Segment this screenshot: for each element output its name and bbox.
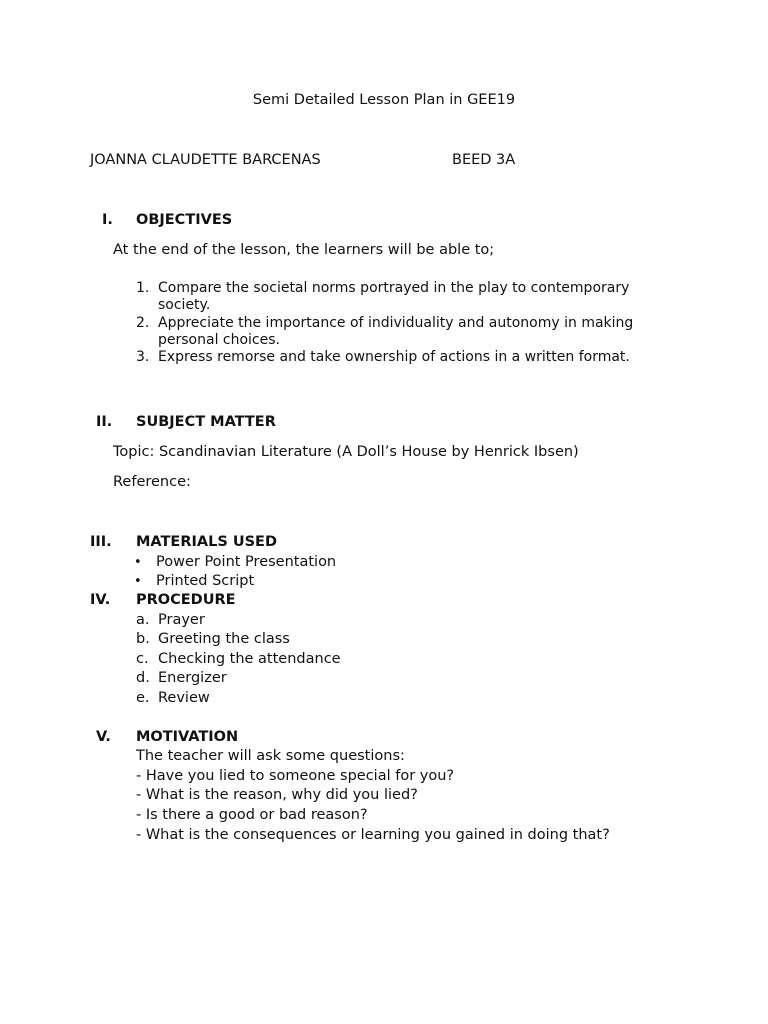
procedure-item bbox=[136, 612, 205, 628]
objective-text: Appreciate the importance of individuality and autonomy in making bbox=[158, 315, 634, 331]
objective-item bbox=[136, 280, 629, 296]
material-item bbox=[134, 573, 254, 589]
procedure-letter: e. bbox=[136, 690, 150, 706]
procedure-letter: b. bbox=[136, 631, 150, 647]
motivation-heading: MOTIVATION bbox=[136, 729, 239, 745]
bullet-icon: • bbox=[134, 574, 142, 589]
objective-text: Express remorse and take ownership of actions in a written format. bbox=[158, 349, 630, 365]
procedure-item bbox=[136, 670, 227, 686]
subject-matter-numeral: II. bbox=[96, 414, 113, 430]
procedure-item bbox=[136, 631, 290, 647]
objectives-intro: At the end of the lesson, the learners will be able to; bbox=[113, 242, 495, 258]
procedure-letter: a. bbox=[136, 612, 150, 628]
procedure-text: Prayer bbox=[158, 612, 205, 628]
topic-line: Topic: Scandinavian Literature (A Doll’s House by Henrick Ibsen) bbox=[113, 444, 579, 460]
material-item bbox=[134, 554, 336, 570]
procedure-heading: PROCEDURE bbox=[136, 592, 236, 608]
bullet-icon: • bbox=[134, 555, 142, 570]
procedure-text: Greeting the class bbox=[158, 631, 290, 647]
objective-number: 3. bbox=[136, 349, 150, 365]
motivation-question: - Have you lied to someone special for you? bbox=[136, 768, 455, 784]
procedure-item bbox=[136, 651, 341, 667]
motivation-intro: The teacher will ask some questions: bbox=[136, 748, 405, 764]
document-title: Semi Detailed Lesson Plan in GEE19 bbox=[252, 92, 516, 108]
objective-number: 2. bbox=[136, 315, 150, 331]
procedure-letter: d. bbox=[136, 670, 150, 686]
motivation-question: - What is the consequences or learning you gained in doing that? bbox=[136, 827, 610, 843]
material-text: Power Point Presentation bbox=[156, 554, 337, 570]
objective-text: Compare the societal norms portrayed in the play to contemporary bbox=[158, 280, 630, 296]
objective-text-continued: society. bbox=[158, 297, 211, 313]
motivation-question: - What is the reason, why did you lied? bbox=[136, 787, 418, 803]
objective-item bbox=[136, 349, 630, 365]
materials-numeral: III. bbox=[90, 534, 112, 550]
procedure-text: Energizer bbox=[158, 670, 227, 686]
objectives-heading: OBJECTIVES bbox=[136, 212, 233, 228]
procedure-item bbox=[136, 690, 210, 706]
subject-matter-heading: SUBJECT MATTER bbox=[136, 414, 276, 430]
motivation-question: - Is there a good or bad reason? bbox=[136, 807, 368, 823]
objective-text-continued: personal choices. bbox=[158, 332, 280, 348]
objectives-numeral: I. bbox=[102, 212, 113, 228]
objective-item bbox=[136, 315, 633, 331]
author-name: JOANNA CLAUDETTE BARCENAS bbox=[90, 152, 321, 168]
procedure-letter: c. bbox=[136, 651, 149, 667]
reference-line: Reference: bbox=[113, 474, 191, 490]
procedure-text: Review bbox=[158, 690, 210, 706]
class-section: BEED 3A bbox=[452, 152, 516, 168]
motivation-numeral: V. bbox=[96, 729, 111, 745]
procedure-numeral: IV. bbox=[90, 592, 111, 608]
materials-heading: MATERIALS USED bbox=[136, 534, 277, 550]
material-text: Printed Script bbox=[156, 573, 255, 589]
objective-number: 1. bbox=[136, 280, 150, 296]
procedure-text: Checking the attendance bbox=[158, 651, 341, 667]
